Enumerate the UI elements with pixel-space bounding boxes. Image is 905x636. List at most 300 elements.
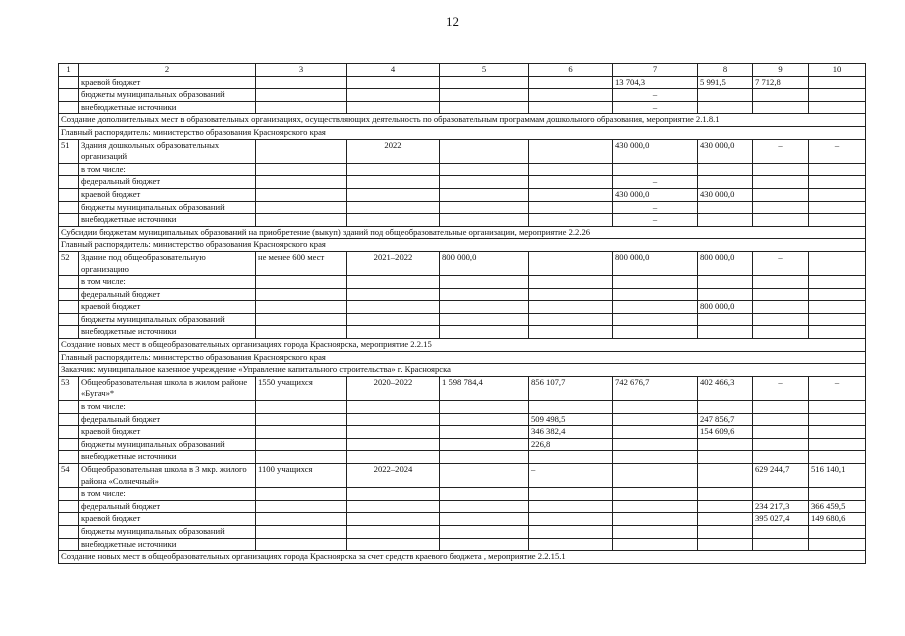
table-row <box>59 188 866 201</box>
section-title: Создание новых мест в общеобразовательных организациях города Красноярска за счет средств краевого бюджета , мероприятие 2.2.15.1 <box>59 551 866 564</box>
table-cell: 800 000,0 <box>613 251 698 275</box>
table-cell <box>440 176 529 189</box>
table-cell <box>698 464 753 488</box>
table-cell: 2022 <box>347 139 440 163</box>
table-cell <box>59 525 79 538</box>
section-title: Главный распорядитель: министерство образования Красноярского края <box>59 351 866 364</box>
budget-table <box>58 63 866 564</box>
table-cell <box>613 438 698 451</box>
table-cell <box>256 438 347 451</box>
table-cell: внебюджетные источники <box>79 451 256 464</box>
table-cell <box>59 326 79 339</box>
table-cell: 430 000,0 <box>698 139 753 163</box>
column-header: 6 <box>529 64 613 77</box>
table-cell <box>809 89 866 102</box>
table-cell <box>529 201 613 214</box>
table-cell <box>440 464 529 488</box>
table-row <box>59 513 866 526</box>
table-cell: 430 000,0 <box>613 188 698 201</box>
table-cell <box>440 163 529 176</box>
table-cell <box>809 188 866 201</box>
table-cell <box>440 451 529 464</box>
table-cell <box>613 301 698 314</box>
table-cell <box>809 401 866 414</box>
table-cell <box>698 201 753 214</box>
table-cell <box>256 538 347 551</box>
table-cell <box>347 201 440 214</box>
table-cell <box>347 313 440 326</box>
table-cell <box>256 313 347 326</box>
table-row <box>59 214 866 227</box>
table-row <box>59 438 866 451</box>
table-cell <box>256 326 347 339</box>
table-cell: в том числе: <box>79 163 256 176</box>
table-cell <box>256 101 347 114</box>
table-cell <box>256 301 347 314</box>
table-cell: 5 991,5 <box>698 76 753 89</box>
column-header: 8 <box>698 64 753 77</box>
table-cell <box>256 188 347 201</box>
table-cell <box>256 76 347 89</box>
table-cell: 509 498,5 <box>529 413 613 426</box>
table-cell <box>529 451 613 464</box>
table-cell <box>440 326 529 339</box>
table-cell: 52 <box>59 251 79 275</box>
table-cell <box>698 538 753 551</box>
table-cell: федеральный бюджет <box>79 413 256 426</box>
table-cell: 742 676,7 <box>613 376 698 400</box>
table-cell <box>753 538 809 551</box>
table-cell: 800 000,0 <box>698 251 753 275</box>
table-cell <box>698 513 753 526</box>
table-cell <box>753 426 809 439</box>
table-cell <box>347 326 440 339</box>
table-cell <box>753 101 809 114</box>
table-cell <box>529 101 613 114</box>
table-cell <box>753 214 809 227</box>
table-cell <box>613 401 698 414</box>
table-cell <box>347 513 440 526</box>
table-cell <box>347 301 440 314</box>
section-title: Заказчик: муниципальное казенное учреждение «Управление капитального строительства» г. Красноярска <box>59 364 866 377</box>
table-cell: – <box>529 464 613 488</box>
table-row <box>59 401 866 414</box>
table-cell <box>698 313 753 326</box>
table-cell <box>809 76 866 89</box>
table-cell: федеральный бюджет <box>79 500 256 513</box>
table-cell <box>256 426 347 439</box>
table-cell <box>809 176 866 189</box>
table-cell <box>753 288 809 301</box>
table-cell <box>256 89 347 102</box>
table-cell <box>809 538 866 551</box>
table-cell: 53 <box>59 376 79 400</box>
table-cell <box>59 488 79 501</box>
table-cell: 516 140,1 <box>809 464 866 488</box>
table-cell: 7 712,8 <box>753 76 809 89</box>
table-cell <box>59 76 79 89</box>
table-cell <box>529 176 613 189</box>
table-cell <box>809 201 866 214</box>
table-cell <box>809 488 866 501</box>
table-cell <box>698 89 753 102</box>
table-cell: в том числе: <box>79 488 256 501</box>
table-cell: 856 107,7 <box>529 376 613 400</box>
column-header: 1 <box>59 64 79 77</box>
table-cell <box>613 276 698 289</box>
table-cell <box>256 139 347 163</box>
table-cell <box>59 401 79 414</box>
table-cell: краевой бюджет <box>79 76 256 89</box>
table-cell <box>440 401 529 414</box>
table-cell <box>59 500 79 513</box>
table-cell <box>753 276 809 289</box>
table-cell <box>809 288 866 301</box>
table-cell <box>347 163 440 176</box>
table-cell <box>613 288 698 301</box>
table-cell <box>59 451 79 464</box>
table-cell <box>347 488 440 501</box>
table-cell: в том числе: <box>79 401 256 414</box>
table-cell: 2022–2024 <box>347 464 440 488</box>
table-cell <box>698 276 753 289</box>
table-cell <box>809 438 866 451</box>
table-cell <box>529 313 613 326</box>
table-cell <box>698 525 753 538</box>
table-row <box>59 288 866 301</box>
table-cell: – <box>613 201 698 214</box>
table-cell <box>440 426 529 439</box>
table-cell <box>347 188 440 201</box>
table-cell <box>347 401 440 414</box>
table-row <box>59 163 866 176</box>
table-cell <box>698 326 753 339</box>
section-title: Главный распорядитель: министерство образования Красноярского края <box>59 126 866 139</box>
table-cell <box>347 426 440 439</box>
table-cell: – <box>809 139 866 163</box>
table-cell <box>59 313 79 326</box>
table-cell: – <box>613 101 698 114</box>
column-header: 2 <box>79 64 256 77</box>
table-cell <box>440 513 529 526</box>
table-cell: 629 244,7 <box>753 464 809 488</box>
table-cell <box>256 276 347 289</box>
table-cell <box>698 163 753 176</box>
table-cell <box>753 313 809 326</box>
table-cell <box>529 488 613 501</box>
table-cell <box>753 401 809 414</box>
table-cell: – <box>753 376 809 400</box>
table-cell: 247 856,7 <box>698 413 753 426</box>
table-cell <box>440 101 529 114</box>
table-cell <box>347 451 440 464</box>
table-cell <box>753 413 809 426</box>
table-row <box>59 176 866 189</box>
table-cell: краевой бюджет <box>79 513 256 526</box>
table-cell <box>809 251 866 275</box>
table-cell <box>698 488 753 501</box>
section-title: Субсидии бюджетам муниципальных образований на приобретение (выкуп) зданий под общеобразовательные организации, мероприятие 2.2.26 <box>59 226 866 239</box>
table-cell <box>698 401 753 414</box>
table-cell <box>59 163 79 176</box>
table-cell: внебюджетные источники <box>79 214 256 227</box>
table-cell <box>347 214 440 227</box>
table-cell <box>440 214 529 227</box>
table-cell <box>753 163 809 176</box>
table-cell: 800 000,0 <box>440 251 529 275</box>
table-cell <box>59 538 79 551</box>
table-cell: 2021–2022 <box>347 251 440 275</box>
table-cell <box>753 89 809 102</box>
section-row <box>59 114 866 127</box>
table-cell <box>347 413 440 426</box>
table-cell: внебюджетные источники <box>79 101 256 114</box>
table-cell <box>59 89 79 102</box>
table-cell: бюджеты муниципальных образований <box>79 89 256 102</box>
table-cell <box>59 201 79 214</box>
table-cell <box>256 201 347 214</box>
table-cell <box>809 525 866 538</box>
column-header: 4 <box>347 64 440 77</box>
table-cell <box>347 76 440 89</box>
column-header: 10 <box>809 64 866 77</box>
section-row <box>59 364 866 377</box>
table-cell <box>698 176 753 189</box>
table-cell <box>613 525 698 538</box>
item-row <box>59 464 866 488</box>
table-header-row <box>59 64 866 77</box>
table-row <box>59 426 866 439</box>
page-number: 12 <box>446 14 459 29</box>
table-row <box>59 276 866 289</box>
section-row <box>59 551 866 564</box>
table-cell <box>529 163 613 176</box>
table-cell <box>59 513 79 526</box>
table-cell <box>529 401 613 414</box>
table-cell <box>809 426 866 439</box>
table-row <box>59 451 866 464</box>
table-cell <box>347 101 440 114</box>
table-cell <box>809 313 866 326</box>
table-cell: 1100 учащихся <box>256 464 347 488</box>
table-cell: 430 000,0 <box>613 139 698 163</box>
table-cell <box>529 251 613 275</box>
table-cell <box>440 201 529 214</box>
section-title: Создание дополнительных мест в образовательных организациях, осуществляющих деятельность по образовательным программам дошкольного образования, мероприятие 2.1.8.1 <box>59 114 866 127</box>
table-cell: 346 382,4 <box>529 426 613 439</box>
table-cell: – <box>753 251 809 275</box>
table-cell <box>347 276 440 289</box>
table-cell: 395 027,4 <box>753 513 809 526</box>
table-row <box>59 201 866 214</box>
table-cell <box>698 438 753 451</box>
table-cell <box>809 326 866 339</box>
table-cell <box>256 513 347 526</box>
table-cell <box>440 313 529 326</box>
item-row <box>59 139 866 163</box>
table-cell <box>440 438 529 451</box>
table-cell <box>613 313 698 326</box>
table-cell <box>529 89 613 102</box>
table-row <box>59 313 866 326</box>
table-cell: – <box>613 214 698 227</box>
table-cell <box>753 176 809 189</box>
table-cell <box>347 538 440 551</box>
table-cell: бюджеты муниципальных образований <box>79 201 256 214</box>
table-cell <box>529 139 613 163</box>
table-cell <box>529 76 613 89</box>
table-cell: бюджеты муниципальных образований <box>79 525 256 538</box>
table-row <box>59 326 866 339</box>
table-cell <box>440 301 529 314</box>
section-title: Главный распорядитель: министерство образования Красноярского края <box>59 239 866 252</box>
table-cell <box>59 188 79 201</box>
table-cell <box>753 488 809 501</box>
table-cell <box>59 288 79 301</box>
table-cell <box>59 101 79 114</box>
table-row <box>59 89 866 102</box>
section-title: Создание новых мест в общеобразовательных организациях города Красноярска, мероприятие 2.2.15 <box>59 339 866 352</box>
table-cell <box>809 214 866 227</box>
table-cell <box>613 163 698 176</box>
table-cell <box>59 426 79 439</box>
table-cell <box>613 488 698 501</box>
table-cell <box>529 288 613 301</box>
table-cell: Здание под общеобразовательную организацию <box>79 251 256 275</box>
table-cell <box>753 301 809 314</box>
table-cell <box>613 513 698 526</box>
table-cell <box>753 438 809 451</box>
column-header: 5 <box>440 64 529 77</box>
table-cell: 366 459,5 <box>809 500 866 513</box>
column-header: 9 <box>753 64 809 77</box>
table-cell <box>809 276 866 289</box>
table-cell <box>613 326 698 339</box>
table-cell: – <box>809 376 866 400</box>
table-cell <box>440 89 529 102</box>
section-row <box>59 126 866 139</box>
table-cell <box>440 139 529 163</box>
table-cell <box>613 464 698 488</box>
table-cell <box>59 214 79 227</box>
table-cell: в том числе: <box>79 276 256 289</box>
table-row <box>59 413 866 426</box>
table-cell <box>753 525 809 538</box>
table-cell <box>59 301 79 314</box>
table-cell <box>59 413 79 426</box>
table-cell: – <box>753 139 809 163</box>
table-cell <box>440 276 529 289</box>
table-cell <box>698 500 753 513</box>
table-cell <box>698 288 753 301</box>
item-row <box>59 251 866 275</box>
table-cell <box>529 301 613 314</box>
table-row <box>59 488 866 501</box>
table-cell: Общеобразовательная школа в жилом районе «Бугач»* <box>79 376 256 400</box>
table-cell <box>529 276 613 289</box>
table-cell: 226,8 <box>529 438 613 451</box>
table-cell: федеральный бюджет <box>79 176 256 189</box>
table-cell <box>440 413 529 426</box>
table-cell: 402 466,3 <box>698 376 753 400</box>
table-cell <box>698 214 753 227</box>
section-row <box>59 351 866 364</box>
table-cell <box>256 413 347 426</box>
table-cell <box>809 101 866 114</box>
table-row <box>59 101 866 114</box>
table-cell <box>613 500 698 513</box>
table-cell: внебюджетные источники <box>79 326 256 339</box>
table-cell <box>440 76 529 89</box>
item-row <box>59 376 866 400</box>
section-row <box>59 239 866 252</box>
table-row <box>59 76 866 89</box>
table-cell <box>347 438 440 451</box>
table-cell <box>256 488 347 501</box>
table-cell <box>809 413 866 426</box>
table-cell: – <box>613 89 698 102</box>
table-cell <box>256 176 347 189</box>
table-cell: 430 000,0 <box>698 188 753 201</box>
table-cell: федеральный бюджет <box>79 288 256 301</box>
table-cell <box>256 525 347 538</box>
table-cell <box>256 214 347 227</box>
table-cell <box>347 500 440 513</box>
table-cell <box>59 176 79 189</box>
table-cell <box>440 538 529 551</box>
table-cell <box>256 500 347 513</box>
table-cell <box>347 176 440 189</box>
table-cell <box>613 413 698 426</box>
table-cell <box>256 451 347 464</box>
table-cell <box>440 188 529 201</box>
table-cell <box>753 201 809 214</box>
column-header: 7 <box>613 64 698 77</box>
table-row <box>59 538 866 551</box>
table-cell <box>59 438 79 451</box>
table-cell: 1 598 784,4 <box>440 376 529 400</box>
table-cell: 800 000,0 <box>698 301 753 314</box>
table-cell <box>440 525 529 538</box>
table-cell <box>440 288 529 301</box>
table-cell <box>347 525 440 538</box>
table-cell: внебюджетные источники <box>79 538 256 551</box>
table-cell <box>809 301 866 314</box>
table-cell: 234 217,3 <box>753 500 809 513</box>
table-cell <box>698 451 753 464</box>
table-cell: не менее 600 мест <box>256 251 347 275</box>
table-cell: краевой бюджет <box>79 188 256 201</box>
table-cell: бюджеты муниципальных образований <box>79 438 256 451</box>
table-cell <box>529 214 613 227</box>
table-cell <box>256 288 347 301</box>
table-cell <box>347 89 440 102</box>
table-cell <box>440 488 529 501</box>
table-cell: бюджеты муниципальных образований <box>79 313 256 326</box>
table-cell: 149 680,6 <box>809 513 866 526</box>
column-header: 3 <box>256 64 347 77</box>
table-cell: – <box>613 176 698 189</box>
table-cell <box>698 101 753 114</box>
table-cell <box>256 401 347 414</box>
table-cell: 2020–2022 <box>347 376 440 400</box>
table-cell <box>613 451 698 464</box>
section-row <box>59 339 866 352</box>
section-row <box>59 226 866 239</box>
table-cell <box>529 538 613 551</box>
table-cell <box>809 163 866 176</box>
table-cell: 13 704,3 <box>613 76 698 89</box>
